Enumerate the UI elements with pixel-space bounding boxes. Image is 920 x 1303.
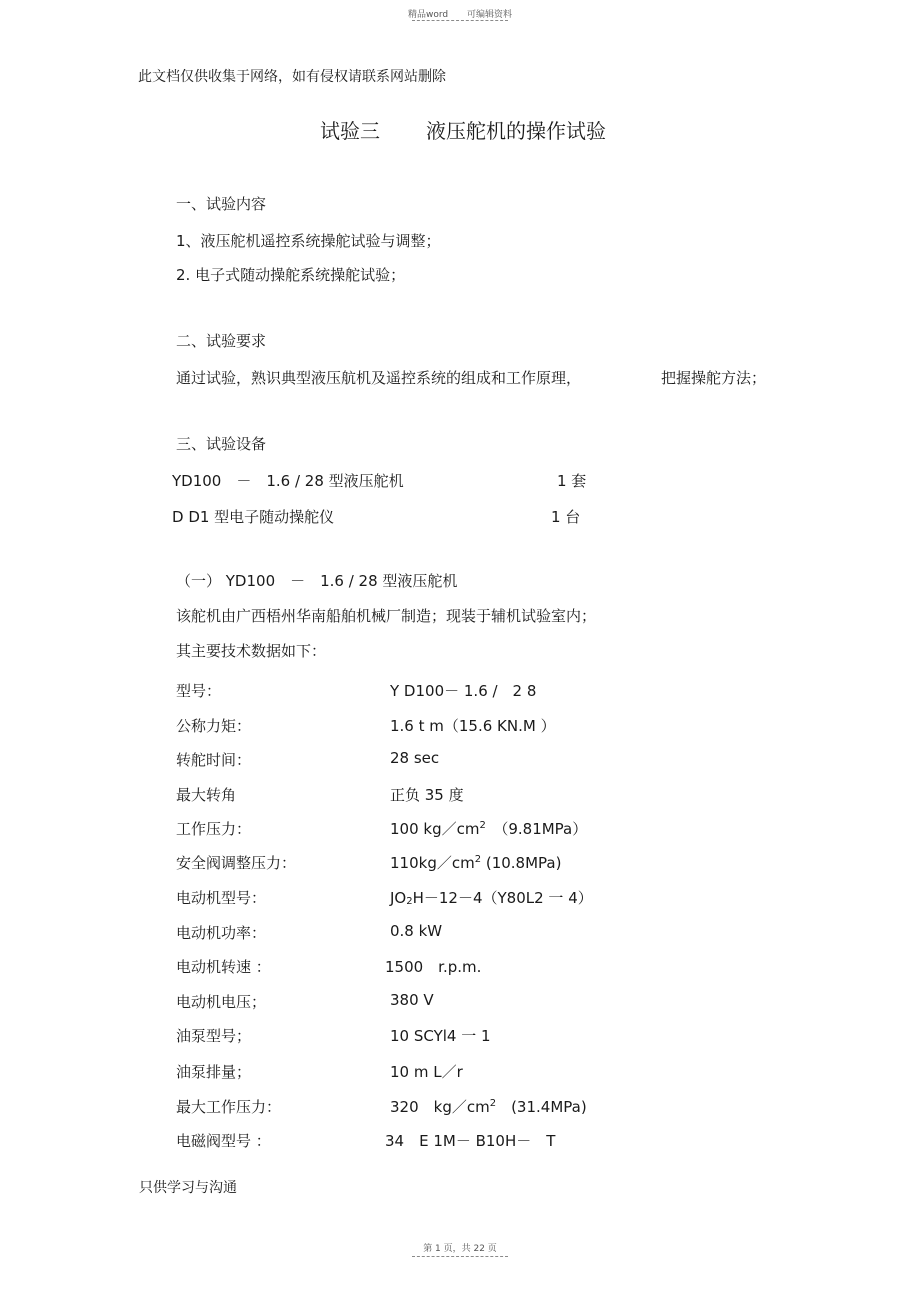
spec-value-valve-model: 34 E 1M－ B10H－ T [385,1132,556,1150]
spec-label-motor-speed: 电动机转速 ： [176,958,271,976]
section-2-text-b: 把握操舵方法； [661,369,767,387]
spec-label-max-pressure: 最大工作压力： [176,1098,282,1116]
spec-label-relief-pressure: 安全阀调整压力： [176,854,297,872]
section-2-heading: 二、试验要求 [176,332,267,350]
spec-value-work-pressure [390,818,587,839]
max-pressure-value-a: 320 kg／cm [390,1098,490,1116]
subsection-heading: （一） YD100 － 1.6 / 28 型液压舵机 [176,572,458,590]
title-part-1: 试验三 [320,119,380,143]
page-number: 第 1 页，共 22 页 [423,1244,497,1254]
spec-label-motor-voltage: 电动机电压； [176,993,267,1011]
relief-pressure-value-a: 110kg／cm [390,854,475,872]
spec-label-pump-displacement: 油泵排量； [176,1063,252,1081]
header-left-text: 精品word [407,10,449,20]
spec-value-pump-model: 10 SCYl4 一 1 [390,1027,491,1045]
spec-label-work-pressure: 工作压力： [176,820,252,838]
header-divider [412,20,508,21]
motor-model-value-a: JO [390,889,407,907]
work-pressure-value-b: （9.81MPa） [485,820,588,838]
spec-value-pump-displacement: 10 m L／r [390,1063,463,1081]
spec-value-motor-model [390,887,593,908]
document-title [320,115,606,144]
equipment-2-qty: 1 台 [551,508,581,526]
spec-label-pump-model: 油泵型号； [176,1027,252,1045]
subsection-para-2: 其主要技术数据如下： [176,642,327,660]
spec-label-angle: 最大转角 [176,786,237,804]
relief-pressure-value-b: (10.8MPa) [481,854,562,872]
copyright-notice: 此文档仅供收集于网络，如有侵权请联系网站删除 [138,69,446,85]
spec-value-motor-speed: 1500 r.p.m. [385,958,482,976]
footer-text: 只供学习与沟通 [139,1180,237,1196]
subsection-para-1: 该舵机由广西梧州华南船舶机械厂制造；现装于辅机试验室内； [176,607,597,625]
section-1-item-2: 2. 电子式随动操舵系统操舵试验； [176,266,406,284]
spec-value-max-pressure [390,1096,587,1117]
spec-value-relief-pressure [390,852,561,873]
section-1-heading: 一、试验内容 [176,195,267,213]
section-1-item-1: 1、液压舵机遥控系统操舵试验与调整； [176,232,441,250]
spec-label-motor-power: 电动机功率： [176,924,267,942]
footer-divider [412,1256,508,1257]
spec-label-model: 型号： [176,682,222,700]
page-header [0,7,920,20]
spec-value-angle: 正负 35 度 [390,786,464,804]
spec-value-motor-power: 0.8 kW [390,922,443,940]
spec-label-motor-model: 电动机型号： [176,889,267,907]
spec-value-time: 28 sec [390,749,440,767]
spec-label-valve-model: 电磁阀型号 ： [176,1132,271,1150]
header-right-text: 可编辑资料 [466,10,512,20]
spec-value-model: Y D100－ 1.6 / 2 8 [390,682,537,700]
work-pressure-value-a: 100 kg／cm [390,820,480,838]
equipment-2-name: D D1 型电子随动操舵仪 [172,508,335,526]
motor-model-subscript: 2 [406,896,413,907]
section-3-heading: 三、试验设备 [176,435,267,453]
title-part-2: 液压舵机的操作试验 [426,119,606,143]
motor-model-value-b: H－12－4（Y80L2 一 4） [412,889,593,907]
max-pressure-superscript: 2 [489,1098,497,1109]
section-2-text-a: 通过试验，熟识典型液压航机及遥控系统的组成和工作原理， [176,369,582,387]
work-pressure-superscript: 2 [479,820,486,831]
max-pressure-value-b: (31.4MPa) [496,1098,587,1116]
spec-value-torque: 1.6 t m（15.6 KN.M ） [390,717,556,735]
relief-pressure-superscript: 2 [474,854,482,865]
spec-label-time: 转舵时间： [176,751,252,769]
spec-value-motor-voltage: 380 V [390,991,434,1009]
equipment-1-qty: 1 套 [557,472,587,490]
equipment-1-name: YD100 － 1.6 / 28 型液压舵机 [172,472,404,490]
spec-label-torque: 公称力矩： [176,717,252,735]
